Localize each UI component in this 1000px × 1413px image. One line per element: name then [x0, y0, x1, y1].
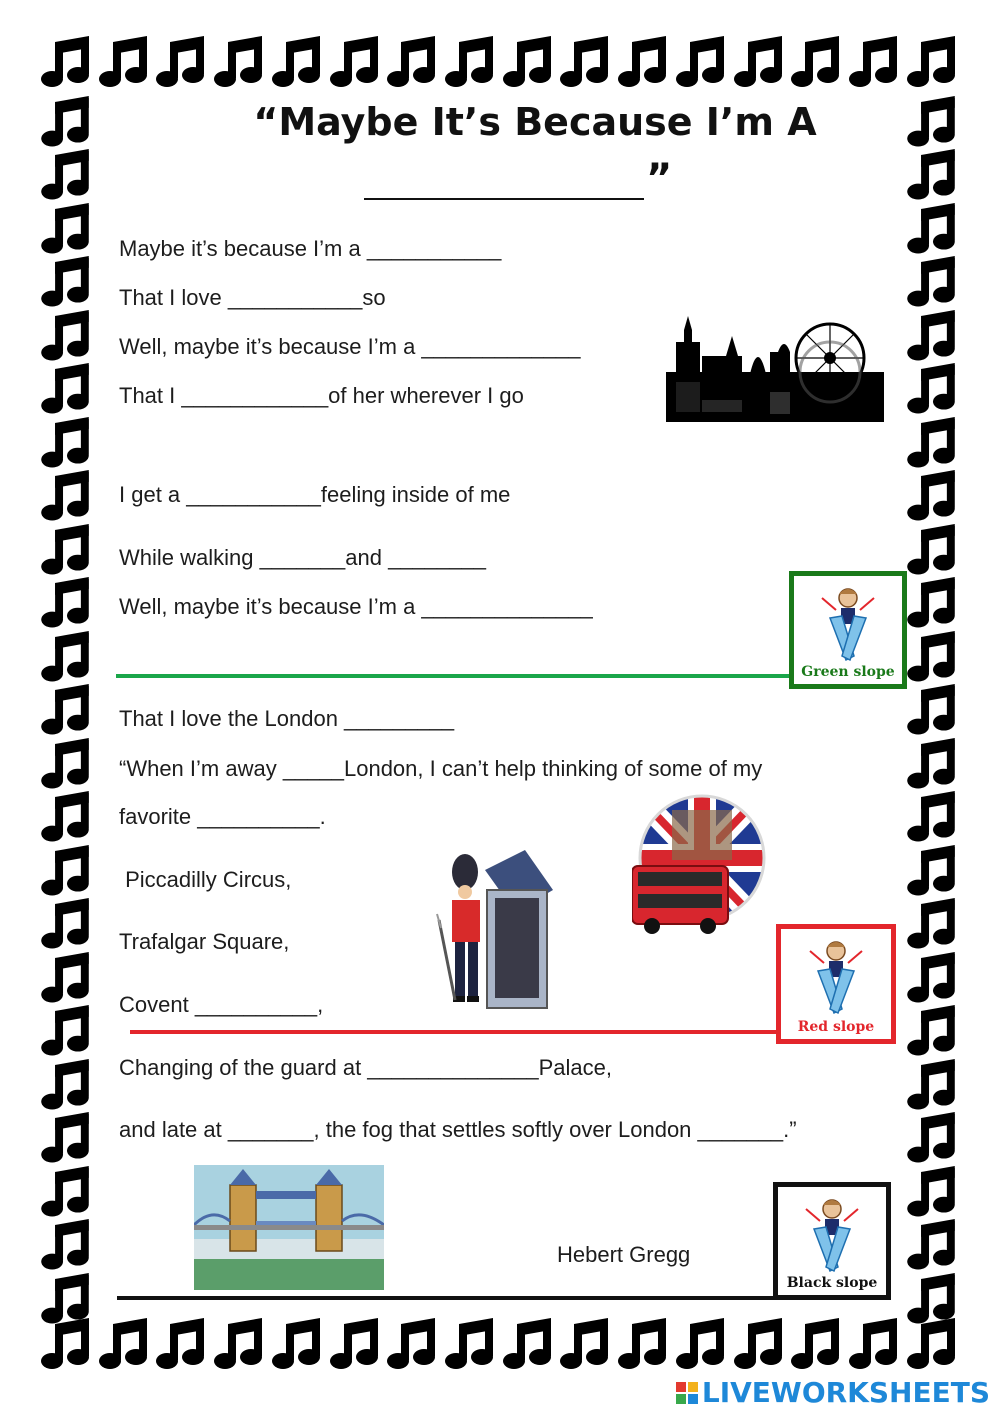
red-slope-label: Red slope	[797, 1019, 875, 1035]
lyric-line[interactable]: That I love the London _________	[119, 706, 455, 731]
music-note-icon	[846, 36, 902, 90]
music-note-icon	[153, 1318, 209, 1372]
red-slope-divider	[130, 1030, 780, 1034]
title-blank[interactable]	[364, 198, 644, 200]
music-note-icon	[38, 791, 94, 844]
music-note-icon	[904, 1166, 960, 1219]
black-slope-badge[interactable]	[773, 1182, 891, 1300]
lyric-line[interactable]: “When I’m away _____London, I can’t help thinking of some of my	[119, 756, 763, 781]
music-note-icon	[904, 738, 960, 791]
red-slope-badge[interactable]	[776, 924, 896, 1044]
music-note-icon	[904, 1112, 960, 1165]
music-note-icon	[38, 1005, 94, 1058]
music-note-icon	[38, 898, 94, 951]
black-slope-label: Black slope	[786, 1275, 878, 1291]
music-note-icon	[38, 1059, 94, 1112]
music-note-icon	[904, 310, 960, 363]
music-note-icon	[96, 36, 152, 90]
skier-icon	[796, 933, 876, 1015]
music-note-icon	[904, 1273, 960, 1326]
music-note-icon	[904, 363, 960, 416]
lyric-line: Piccadilly Circus,	[119, 867, 292, 892]
music-note-icon	[904, 524, 960, 577]
music-note-icon	[673, 36, 729, 90]
music-note-icon	[384, 36, 440, 90]
tower-bridge-image	[194, 1165, 384, 1290]
london-skyline-image	[666, 312, 884, 512]
border-bottom	[38, 1318, 960, 1380]
music-note-icon	[904, 631, 960, 684]
author-name: Hebert Gregg	[557, 1242, 691, 1267]
music-note-icon	[904, 1005, 960, 1058]
music-note-icon	[904, 684, 960, 737]
music-note-icon	[38, 36, 94, 90]
music-note-icon	[615, 36, 671, 90]
music-note-icon	[38, 417, 94, 470]
music-note-icon	[500, 36, 556, 90]
music-note-icon	[38, 363, 94, 416]
music-note-icon	[327, 36, 383, 90]
music-note-icon	[788, 36, 844, 90]
music-note-icon	[384, 1318, 440, 1372]
music-note-icon	[211, 36, 267, 90]
music-note-icon	[327, 1318, 383, 1372]
music-note-icon	[38, 256, 94, 309]
music-note-icon	[38, 845, 94, 898]
border-top	[38, 36, 960, 98]
liveworksheets-brand: LIVEWORKSHEETS	[701, 1376, 990, 1409]
music-note-icon	[904, 791, 960, 844]
lyric-line[interactable]: Well, maybe it’s because I’m a ______________	[119, 594, 593, 619]
music-note-icon	[615, 1318, 671, 1372]
lyric-line[interactable]: That I ____________of her wherever I go	[119, 383, 524, 408]
music-note-icon	[904, 149, 960, 202]
lyric-line[interactable]: Maybe it’s because I’m a ___________	[119, 236, 502, 261]
music-note-icon	[904, 203, 960, 256]
music-note-icon	[904, 1219, 960, 1272]
music-note-icon	[442, 36, 498, 90]
music-note-icon	[38, 310, 94, 363]
skier-icon	[792, 1191, 872, 1273]
music-note-icon	[96, 1318, 152, 1372]
lyric-line: Trafalgar Square,	[119, 929, 290, 954]
music-note-icon	[269, 36, 325, 90]
music-note-icon	[38, 738, 94, 791]
title-close-quote: ”	[646, 156, 673, 202]
royal-guard-image	[425, 850, 555, 1015]
music-note-icon	[153, 36, 209, 90]
music-note-icon	[269, 1318, 325, 1372]
green-slope-badge[interactable]	[789, 571, 907, 689]
music-note-icon	[38, 1273, 94, 1326]
music-note-icon	[38, 203, 94, 256]
music-note-icon	[904, 577, 960, 630]
lyric-line[interactable]: and late at _______, the fog that settles softly over London _______.”	[119, 1117, 797, 1142]
music-note-icon	[211, 1318, 267, 1372]
lyric-line[interactable]: favorite __________.	[119, 804, 326, 829]
liveworksheets-logo[interactable]	[676, 1376, 990, 1409]
music-note-icon	[38, 1112, 94, 1165]
music-note-icon	[904, 36, 960, 90]
lyric-line[interactable]: Changing of the guard at ______________Palace,	[119, 1055, 612, 1080]
music-note-icon	[38, 149, 94, 202]
music-note-icon	[904, 845, 960, 898]
music-note-icon	[904, 1059, 960, 1112]
london-bus-union-jack-image	[632, 790, 766, 936]
music-note-icon	[731, 1318, 787, 1372]
music-note-icon	[38, 96, 94, 149]
music-note-icon	[904, 417, 960, 470]
music-note-icon	[846, 1318, 902, 1372]
music-note-icon	[38, 684, 94, 737]
music-note-icon	[38, 1219, 94, 1272]
border-left	[38, 96, 96, 1326]
lyric-line[interactable]: Well, maybe it’s because I’m a _____________	[119, 334, 581, 359]
music-note-icon	[904, 898, 960, 951]
music-note-icon	[500, 1318, 556, 1372]
music-note-icon	[788, 1318, 844, 1372]
music-note-icon	[38, 577, 94, 630]
music-note-icon	[442, 1318, 498, 1372]
music-note-icon	[904, 470, 960, 523]
music-note-icon	[38, 524, 94, 577]
music-note-icon	[904, 952, 960, 1005]
music-note-icon	[38, 1166, 94, 1219]
music-note-icon	[904, 256, 960, 309]
music-note-icon	[673, 1318, 729, 1372]
skier-icon	[808, 580, 888, 662]
music-note-icon	[38, 952, 94, 1005]
liveworksheets-mark-icon	[676, 1382, 698, 1404]
worksheet-title: “Maybe It’s Because I’m A	[253, 100, 817, 144]
music-note-icon	[731, 36, 787, 90]
border-right	[904, 96, 962, 1326]
music-note-icon	[38, 470, 94, 523]
music-note-icon	[38, 631, 94, 684]
lyric-line[interactable]: While walking _______and ________	[119, 545, 486, 570]
green-slope-divider	[116, 674, 792, 678]
lyric-line[interactable]: Covent __________,	[119, 992, 324, 1017]
music-note-icon	[557, 36, 613, 90]
lyric-line[interactable]: I get a ___________feeling inside of me	[119, 482, 511, 507]
green-slope-label: Green slope	[801, 664, 895, 680]
music-note-icon	[557, 1318, 613, 1372]
lyric-line[interactable]: That I love ___________so	[119, 285, 386, 310]
black-slope-divider	[117, 1296, 775, 1300]
